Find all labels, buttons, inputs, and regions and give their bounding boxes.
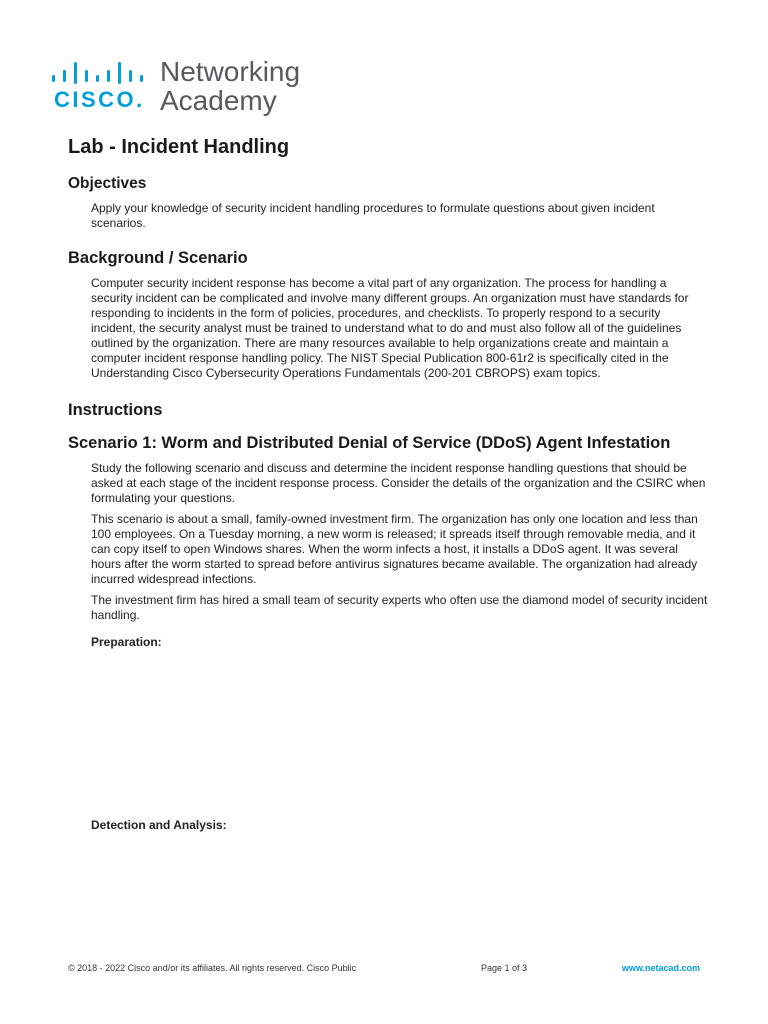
networking-academy-logo xyxy=(52,56,312,118)
objectives-heading: Objectives xyxy=(68,175,147,192)
scenario1-heading: Scenario 1: Worm and Distributed Denial of Service (DDoS) Agent Infestation xyxy=(68,434,671,452)
footer-url-link[interactable]: www.netacad.com xyxy=(621,963,700,973)
scenario1-paragraph-3: The investment firm has hired a small team of security experts who often use the diamond model of security incident handling. xyxy=(91,593,708,622)
preparation-answer-space xyxy=(68,656,708,806)
footer-copyright: © 2018 - 2022 Cisco and/or its affiliates. All rights reserved. Cisco Public xyxy=(68,963,357,973)
objectives-text: Apply your knowledge of security incident handling procedures to formulate questions about given incident scenarios. xyxy=(91,201,655,230)
preparation-label: Preparation: xyxy=(91,635,162,649)
logo-academy-text: Academy xyxy=(160,85,277,116)
detection-analysis-label: Detection and Analysis: xyxy=(91,818,227,832)
cisco-wordmark: CISCO. xyxy=(54,87,145,112)
page-title: Lab - Incident Handling xyxy=(68,136,290,158)
scenario1-paragraph-2: This scenario is about a small, family-owned investment firm. The organization has only one location and less than 100 employees. On a Tuesday morning, a new worm is released; it spreads itself through removable media, and it can copy itself to open Windows shares. When the worm infects a host, it installs a DDoS agent. It was several hours after the worm started to spread before antivirus signatures became available. The organization had already incurred widespread infections. xyxy=(91,512,698,586)
scenario1-paragraph-1: Study the following scenario and discuss and determine the incident response handling questions that should be asked at each stage of the incident response process. Consider the details of the organization and the CSIRC when formulating your questions. xyxy=(91,461,706,505)
logo-networking-text: Networking xyxy=(160,56,301,87)
page-footer xyxy=(68,963,700,979)
document-body xyxy=(68,136,708,839)
footer-page-number: Page 1 of 3 xyxy=(481,963,528,973)
background-heading: Background / Scenario xyxy=(68,249,248,267)
cisco-bars-icon xyxy=(52,60,148,86)
background-text: Computer security incident response has become a vital part of any organization. The process for handling a security incident can be complicated and involve many different groups. An organization must have standards for responding to incidents in the form of policies, procedures, and checklists. To properly respond to a security incident, the security analyst must be trained to understand what to do and must also follow all of the guidelines outlined by the organization. There are many resources available to help organizations create and maintain a computer incident response handling policy. The NIST Special Publication 800-61r2 is specifically cited in the Understanding Cisco Cybersecurity Operations Fundamentals (200-201 CBROPS) exam topics. xyxy=(91,276,689,380)
instructions-heading: Instructions xyxy=(68,401,163,419)
